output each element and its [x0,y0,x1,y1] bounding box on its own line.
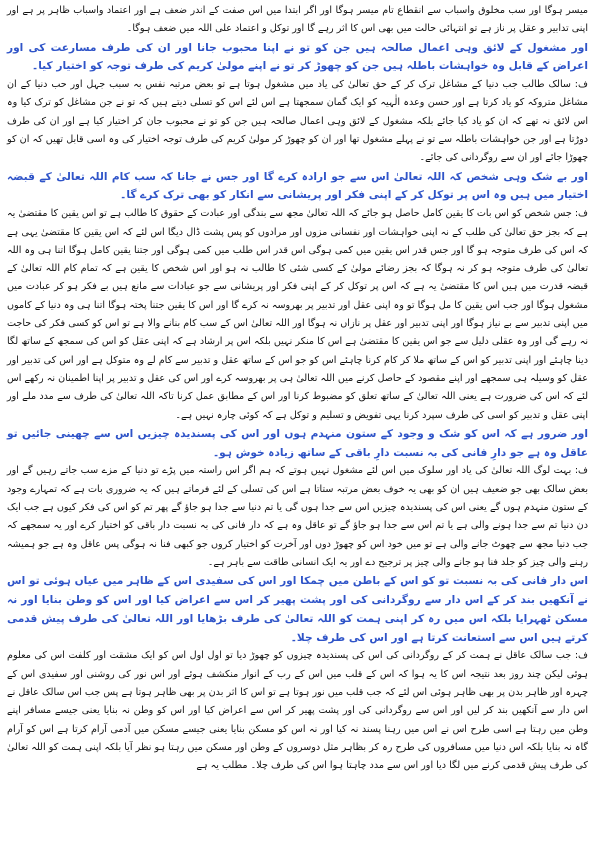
section-heading-4: اس دار فانی کی بہ نسبت تو کو اس کے باطن میں چمکا اور اس کی سفیدی اس کے ظاہر میں عیاں ہوئی تو اس نے آنکھیں بند کر کے اس دار سے روگردانی کی اور پشت پھیر کر اس سے اعراض کیا اور اس کو وطن بنایا اور نہ مسکن ٹھہرایا بلکہ اس میں رہ کر اپنی ہمت کو اللہ تعالیٰ کی طرف بڑھایا اور اللہ تعالیٰ کی طرف پیش قدمی کرتے ہیں اس سے استعانت کرتا ہے اور اس کی طرف چلا۔ [7,575,588,644]
section-heading-2: اور بے شک وہی شخص کہ اللہ تعالیٰ اس سے جو ارادہ کرے گا اور جس نے جانا کہ سب کام اللہ تعالیٰ کے قبضہ اختیار میں ہیں وہ اس پر توکل کر کے اپنی فکر اور پریشانی سے انکار کو بھی ترک کرے گا۔ [7,170,588,202]
section-heading-3: اور ضرور ہے کہ اس کو شک و وجود کے ستون منہدم ہوں اور اس کی پسندیدہ چیزیں اس سے چھینی جائیں تو عاقل وہ ہے جو دارِ فانی کی بہ نسبت دارِ باقی کے ساتھ زیادہ خوش ہو۔ [7,427,588,459]
commentary-paragraph-2: ف: جس شخص کو اس بات کا یقین کامل حاصل ہو جائے کہ اللہ تعالیٰ مجھ سے بندگی اور عبادت کے حقوق کا طالب ہے تو اس یقین کا مقتضیٰ یہ ہے کہ بجز حق تعالیٰ کی طلب کے نہ اپنی خواہشات اور نفسانی مزوں اور مرادوں کو پس پشت ڈال دیگا اس لئے کہ اس یقین کا مقتضیٰ یہی ہے کہ اس کی طرف متوجہ ہو گا اور جس قدر اس یقین میں کمی ہوگی اس قدر اس طلب میں کمی ہوگی اور جتنا یقین کامل ہوگا اتنا ہی وہ اللہ تعالیٰ کی طرف متوجہ ہو کر نہ ہوگا کہ بجز رضائے مولیٰ کے کسی شئی کا طالب نہ ہو اور اس شخص کا یقین ہے کہ تمام کام اللہ تعالیٰ کے قبضہ قدرت میں ہیں اس کا مقتضیٰ یہ ہے کہ اس پر توکل کر کے اپنی فکر اور پریشانی سے جو عبادات سے مانع ہیں بے فکر ہو کر عبادت میں مشغول ہوگا اور جب اس یقین کا مل ہوگا تو وہ اپنی عقل اور تدبیر پر بھروسہ نہ کرے گا اور اس کا یقین جتنا پختہ ہوگا اتنا ہی وہ دنیا کے کاموں میں اپنی تدبیر سے بے نیاز ہوگا اور اپنی تدبیر اور عقل پر نازاں نہ ہوگا اور اللہ تعالیٰ اس کے سب کام بنانے والا ہے تو اس کو کسی فکر کی حاجت نہ رہے گی اور وہ عقلی دلیل سے جو اس یقین کا مقتضیٰ ہے اس کا منکر نہیں بلکہ اس پر ارشاد ہے کہ اپنی عقل کو اس کی سمجھ کے ساتھ لگا دینا چاہئے اور اپنی تدبیر کو اس کے ساتھ ملا کر کام کرنا چاہئے اس کو جو اس کے ساتھ عقل و تدبیر سے کام لے وہ متوکل ہے اور اس کی تدبیر اور عقل کو وسیلہ ہی سمجھے اور اپنے مقصود کے حاصل کرنے میں اللہ تعالیٰ ہی پر بھروسہ کرے اور اس کی عقل و تدبیر پر اپنا اطمینان نہ رکھے اس لئے کہ اس کی ضرورت ہے یعنی اللہ تعالیٰ کے ساتھ تعلق کو مضبوط کرنا اور اس کے مطابق عمل کرنا تاکہ اللہ تعالیٰ کی طرف سے مدد ملے اور اپنی عقل و تدبیر کو اسی کی طرف سپرد کرنا یہی تفویض و تسلیم و توکل ہے کہ کوئی چارہ نہیں ہے۔ [7,208,588,421]
section-heading-1: اور مشغول کے لائق وہی اعمال صالحہ ہیں جن کو تو نے اپنا محبوب جانا اور ان کی طرف مسارعت کی اور اعراض کے قابل وہ خواہشات باطلہ ہیں جن کو چھوڑ کر تو نے اپنے مولیٰ کریم کی طرف توجہ کو اختیار کیا۔ [7,41,588,73]
intro-paragraph: میسر ہوگا اور سب مخلوق واسباب سے انقطاع تام میسر ہوگا اور اگر ابتدا میں اس صفت کے اندر ضعف ہے اور اعتماد واسباب ظاہر پر ہے اور اپنی تدابیر و عقل پر ناز ہے تو انتہائی حالت میں بھی اس کا اثر رہے گا اور توکل و اعتماد علی اللہ میں ضعف ہوگا۔ [7,5,588,35]
commentary-paragraph-3: ف: بہت لوگ اللہ تعالیٰ کی یاد اور سلوک میں اس لئے مشغول نہیں ہوتے کہ ہم اگر اس راستہ میں پڑے تو دنیا کے مزے سب جاتے رہیں گے اور بعض سالک بھی جو ضعیف ہیں ان کو بھی یہ خوف بعض مرتبہ ستاتا ہے اس کی تسلی کے لئے فرماتے ہیں کہ یہ ضروری بات ہے کہ تمہارے وجود کے ستون منہدم ہوں گے یعنی اس کی پسندیدہ چیزیں اس سے جدا ہوں گی یا تم دنیا سے جدا ہو جاؤ گے پھر تم کو اس کی فکر کیوں ہے جب ایک دن دنیا تم سے جدا ہونے والی ہے یا تم اس سے جدا ہو جاؤ گے تو عاقل وہ ہے کہ دار فانی کی بہ نسبت دار باقی کو اختیار کرے اور یہ سمجھے کہ جب دنیا مجھ سے چھوٹ جانے والی ہے تو میں خود اس کو چھوڑ دوں اور آخرت کو اختیار کروں جو کبھی فنا نہ ہوگی پس عاقل وہ ہے جو ہمیشہ رہنے والی چیز کو جلد فنا ہو جانے والی چیز پر ترجیح دے اور یہ ایک انسانی طاقت سے باہر ہے۔ [7,465,588,568]
commentary-paragraph-4: ف: جب سالک عاقل نے ہمت کر کے روگردانی کی اس کی پسندیدہ چیزوں کو چھوڑ دیا تو اول اول اس کو ایک مشقت اور کلفت اس کی معلوم ہوئی لیکن چند روز بعد نتیجہ اس کا یہ ہوا کہ اس کے قلب میں اس کے رب کے انوار منکشف ہوئے اور اس نور کی روشنی اور سفیدی اس کے چہرہ اور ظاہر بدن پر بھی ظاہر ہوئی اس لئے کہ جب قلب میں نور ہوتا ہے تو اس کا اثر بدن پر بھی ظاہر ہوتا ہے پس جب اس سالک عاقل نے اس دار سے آنکھیں بند کر لیں اور اس سے روگردانی کی اور پشت پھیر کر اس سے اعراض کیا اور اس کو وطن نہ بنایا یعنی جیسے مسافر اپنے وطن میں رہتا ہے اسی طرح اس نے اس میں رہنا پسند نہ کیا اور نہ اس کو مسکن بنایا یعنی جیسے مسکن میں آدمی آرام کرتا ہے اس کو آرام گاہ نہ بنایا بلکہ اس دنیا میں مسافروں کی طرح رہ کر بظاہر مثل دوسروں کے وطن اور مسکن میں رہتا ہو نظر آیا بلکہ اپنی ہمت کو اللہ تعالیٰ کی طرف پیش قدمی کرنے میں لگا دیا اور اس سے مدد چاہتا ہوا اس کی طرف چلا۔ مطلب یہ ہے [7,650,588,772]
commentary-paragraph-1: ف: سالک طالب جب دنیا کے مشاغل ترک کر کے حق تعالیٰ کی یاد میں مشغول ہوتا ہے تو بعض مرتبہ نفس بہ سبب جہل اور حب دنیا کے ان مشاغل متروکہ کو یاد کرتا ہے اور حسن وعدہ الٰہیہ کو ایک گمان سمجھتا ہے اس لئے اس کو تسلی دیتے ہیں کہ تو نے جن مشاغل کو ترک کیا وہ اس لائق نہ تھے کہ ان کو یاد کیا جائے بلکہ مشغول کے لائق وہی اعمال صالحہ ہیں جن کو تو نے محبوب جان کر اختیار کیا ہے اور ان کی طرف دوڑتا ہے اور جن خواہشات باطلہ سے تو نے پہلے مشغول تھا اور ان کو چھوڑ کر مولیٰ کریم کی طرف توجہ اختیار کی وہ اسی قابل تھیں کہ ان کو چھوڑا جائے اور ان سے روگردانی کی جائے۔ [7,79,588,164]
